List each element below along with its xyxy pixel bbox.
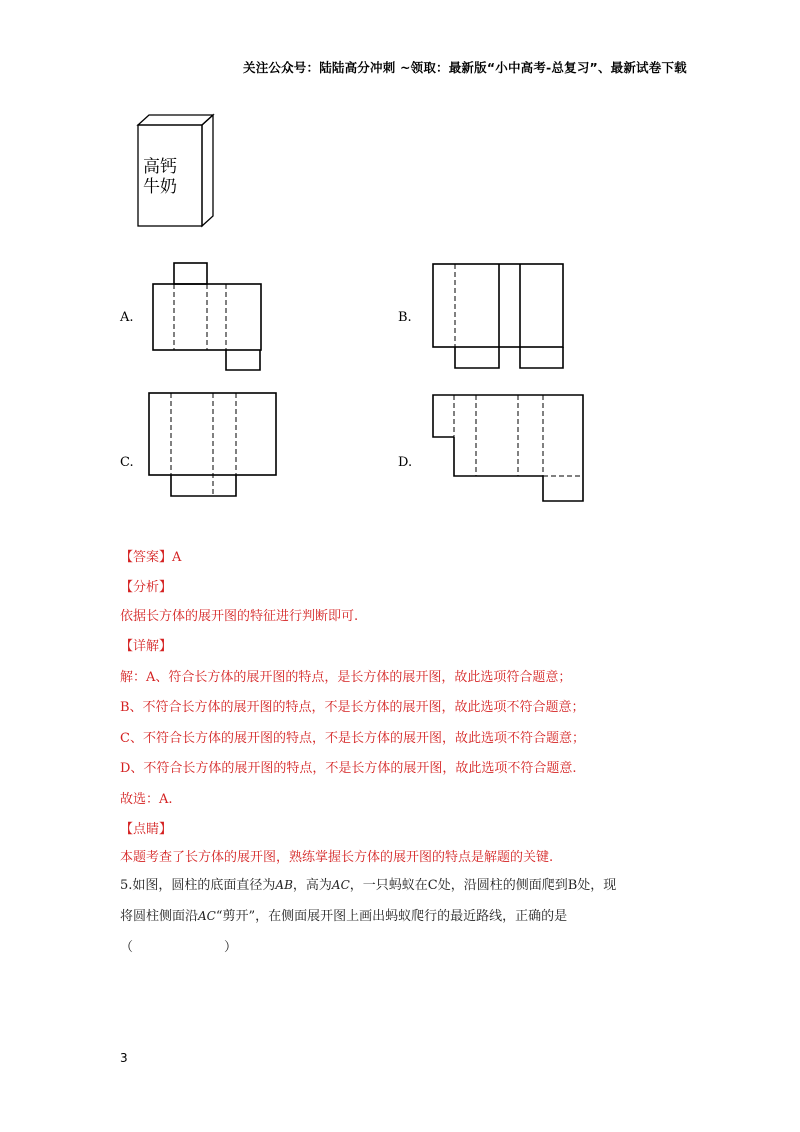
q5-text-3: ，一只蚂蚁在C处，沿圆柱的侧面爬到B处，现 (349, 878, 617, 893)
comment-text: 本题考查了长方体的展开图，熟练掌握长方体的展开图的特点是解题的关键. (120, 850, 554, 865)
milk-box-figure (130, 108, 220, 234)
q5-text-4: 将圆柱侧面沿 (120, 909, 199, 924)
q5-ab: AB (275, 878, 293, 892)
option-b-net (430, 262, 568, 374)
option-a-net (150, 262, 268, 374)
analysis-text: 依据长方体的展开图的特征进行判断即可. (120, 609, 359, 624)
detail-title: 【详解】 (120, 639, 173, 654)
question-5-line-2 (120, 905, 567, 924)
detail-line-1: 解：A、符合长方体的展开图的特点，是长方体的展开图，故此选项符合题意； (120, 670, 572, 685)
option-d-net (430, 392, 586, 504)
detail-line-4: D、不符合长方体的展开图的特点，不是长方体的展开图，故此选项不符合题意. (120, 761, 577, 776)
option-d-label: D. (398, 455, 413, 470)
option-c-label: C. (120, 455, 134, 470)
q5-text-1: 5.如图，圆柱的底面直径为 (120, 878, 276, 893)
detail-line-3: C、不符合长方体的展开图的特点，不是长方体的展开图，故此选项不符合题意； (120, 731, 585, 746)
detail-line-2: B、不符合长方体的展开图的特点，不是长方体的展开图，故此选项不符合题意； (120, 700, 585, 715)
q5-ac: AC (331, 878, 350, 892)
page-number: 3 (120, 1051, 128, 1065)
question-5-line-1 (120, 874, 616, 893)
box-label-1: 高钙 (143, 157, 177, 177)
answer-line: 【答案】A (120, 550, 182, 565)
page-header: 关注公众号：陆陆高分冲刺 ~领取：最新版“小中高考-总复习”、最新试卷下载 (243, 60, 687, 75)
conclusion-line: 故选：A. (120, 792, 173, 807)
option-a-label: A. (120, 310, 134, 325)
option-c-net (147, 392, 279, 500)
box-label-2: 牛奶 (143, 177, 177, 197)
option-b-label: B. (398, 310, 412, 325)
q5-text-2: ，高为 (292, 878, 332, 893)
q5-ac-2: AC (198, 909, 216, 923)
comment-title: 【点睛】 (120, 822, 173, 837)
question-5-answer-paren: （ ） (120, 940, 238, 955)
q5-text-5: “剪开”，在侧面展开图上画出蚂蚁爬行的最近路线，正确的是 (215, 909, 568, 924)
analysis-title: 【分析】 (120, 580, 173, 595)
